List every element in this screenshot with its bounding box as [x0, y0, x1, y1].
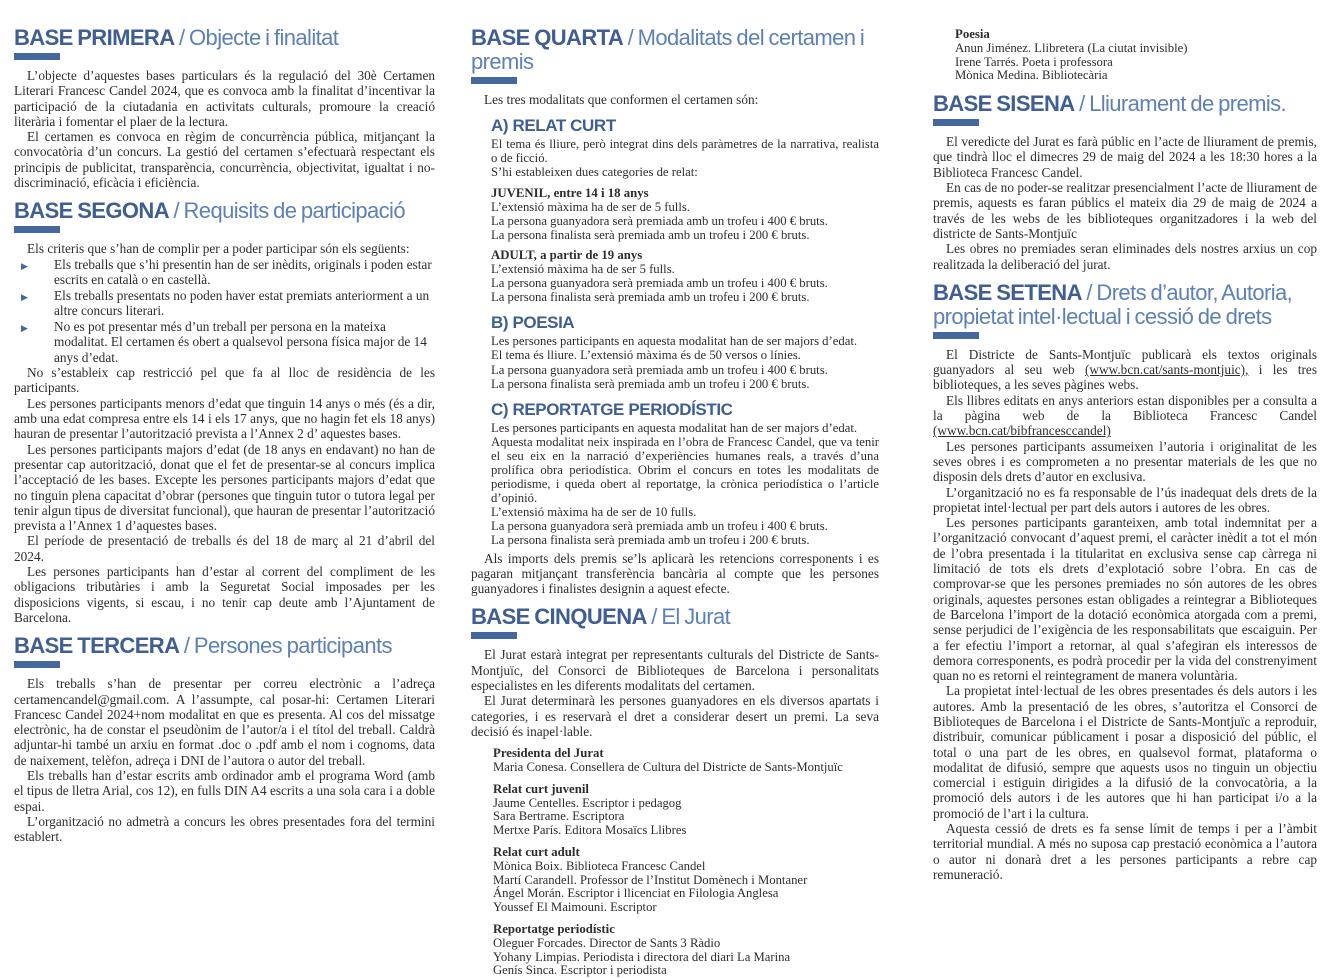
- jury-group: [493, 747, 879, 775]
- section-heading: [14, 26, 435, 60]
- modality-line: Les persones participants en aquesta modalitat han de ser majors d’edat.: [491, 420, 858, 435]
- triangle-bullet-icon: ▶: [21, 322, 28, 333]
- section-base-segona: [14, 199, 435, 625]
- bullet-text: Els treballs presentats no poden haver estat premiats anteriorment a un altre concurs literari.: [54, 287, 430, 319]
- modality-line: L’extensió màxima ha de ser de 5 fulls.: [491, 199, 690, 214]
- jury-group-title: Poesia: [955, 27, 990, 41]
- modality-line: La persona finalista serà premiada amb un trofeu i 200 € bruts.: [491, 533, 810, 548]
- heading-accent-bar: [14, 226, 60, 233]
- section-heading: [471, 605, 879, 639]
- section-heading: [933, 281, 1317, 339]
- modality-line: L’extensió màxima ha de ser 5 fulls.: [491, 262, 675, 277]
- section-title: BASE TERCERA: [14, 633, 180, 659]
- jury-group: [493, 783, 879, 838]
- jury-group-title: Relat curt juvenil: [493, 781, 589, 796]
- jury-member: Genís Sinca. Escriptor i periodista: [493, 963, 667, 978]
- section-base-setena: [933, 281, 1317, 882]
- modality-line: S’hi estableixen dues categories de relat:: [491, 165, 698, 180]
- modality-title: B) POESIA: [491, 313, 575, 333]
- paragraph: No s’estableix cap restricció pel que fa al lloc de residència de les participants.: [14, 365, 435, 396]
- bullet-item: [14, 288, 435, 319]
- paragraph: Els criteris que s’han de complir per a poder participar són els següents:: [27, 241, 410, 257]
- jury-member: Irene Tarrés. Poeta i professora: [955, 54, 1113, 69]
- jury-group-title: Presidenta del Jurat: [493, 746, 604, 761]
- paragraph: L’organització no es fa responsable de l’ús inadequat dels drets de la propietat intel·lectual per part dels autors i autores de les obres.: [933, 484, 1317, 515]
- section-heading: [14, 634, 435, 668]
- jury-member: Mònica Boix. Biblioteca Francesc Candel: [493, 858, 706, 873]
- category-title: JUVENIL, entre 14 i 18 anys: [491, 185, 649, 200]
- modality-line: La persona finalista serà premiada amb un trofeu i 200 € bruts.: [491, 227, 810, 242]
- modality-line: La persona guanyadora serà premiada amb un trofeu i 400 € bruts.: [491, 362, 828, 377]
- section-base-sisena: [933, 92, 1317, 272]
- modality-line: La persona guanyadora serà premiada amb un trofeu i 400 € bruts.: [491, 213, 828, 228]
- section-subtitle: / Objecte i finalitat: [179, 25, 339, 50]
- section-base-cinquena: [471, 605, 879, 978]
- modality-line: La persona finalista serà premiada amb un trofeu i 200 € bruts.: [491, 376, 810, 391]
- section-subtitle: / Requisits de participació: [173, 198, 405, 224]
- modality-relat-curt: [491, 116, 879, 304]
- paragraph: Els treballs han d’estar escrits amb ordinador amb el programa Word (amb el tipus de lletra Arial, cos 12), en fulls DIN A4 escrits a una sola cara i a doble espai.: [14, 768, 435, 814]
- column-2: [471, 26, 879, 978]
- text-segment: i les tres biblioteques, a les seves pàgines webs.: [933, 362, 1317, 393]
- heading-accent-bar: [471, 77, 517, 84]
- section-title: BASE QUARTA: [471, 25, 624, 50]
- paragraph: El període de presentació de treballs és del 18 de març al 21 d’abril del 2024.: [14, 533, 435, 564]
- jury-group: [955, 28, 1317, 83]
- text-segment: Els llibres editats en anys anteriors estan disponibles per a consulta a la pàgina web de la Biblioteca Francesc Candel: [933, 392, 1317, 424]
- jury-member: Youssef El Maimouni. Escriptor: [493, 900, 657, 915]
- column-3: [933, 26, 1317, 978]
- jury-member: Mònica Medina. Bibliotecària: [955, 68, 1108, 83]
- paragraph: L’organització no admetrà a concurs les obres presentades fora del termini establert.: [14, 813, 435, 845]
- paragraph: Les obres no premiades seran eliminades dels nostres arxius un cop realitzada la deliberació del jurat.: [933, 241, 1317, 272]
- modality-line: Les persones participants en aquesta modalitat han de ser majors d’edat.: [491, 334, 858, 349]
- bullet-item: [14, 319, 435, 366]
- section-title: BASE SETENA: [933, 279, 1082, 305]
- heading-accent-bar: [471, 632, 517, 639]
- column-1: [14, 26, 435, 978]
- paragraph: L’objecte d’aquestes bases particulars és la regulació del 30è Certamen Literari Francesc Candel 2024, que es convoca amb la finalitat d’incentivar la participació de la ciutadania en activitats culturals, promoure la creació literària i fomentar el plaer de la lectura.: [14, 68, 435, 129]
- modality-line: L’extensió màxima ha de ser de 10 fulls.: [491, 505, 697, 520]
- bullet-text: No es pot presentar més d’un treball per persona en la mateixa modalitat. El certamen és obert a qualsevol persona física major de 14 anys d’edat.: [54, 318, 427, 365]
- jury-member: Yohany Limpias. Periodista i directora del diari La Marina: [493, 949, 791, 964]
- section-subtitle: / El Jurat: [651, 604, 731, 630]
- jury-group-title: Relat curt adult: [493, 845, 580, 859]
- section-heading: [471, 26, 879, 84]
- paragraph: Als imports dels premis se’ls aplicarà les retencions corresponents i es pagaran mitjançant transferència bancària al compte que les persones guanyadores i finalistes designin a aquest efecte.: [471, 550, 879, 597]
- section-base-tercera: [14, 634, 435, 844]
- section-title: BASE CINQUENA: [471, 604, 647, 630]
- heading-accent-bar: [14, 53, 60, 60]
- triangle-bullet-icon: ▶: [21, 260, 28, 271]
- section-heading: [14, 199, 435, 233]
- heading-accent-bar: [14, 661, 60, 668]
- paragraph: La propietat intel·lectual de les obres presentades és dels autors i les autores. Amb la presentació de les obres, s’autoritza el Consorci de Biblioteques de Barcelona i el Districte de Sants-Montjuïc a reproduir, distribuir, comunicar públicament i posar a disposició del públic, el total o una part de les obres, en qualsevol format, plataforma o modalitat de difusió, sempre que aquests usos no tinguin un objectiu comercial i estiguin dirigides a la difusió de la convocatòria, a la promoció dels autors i de les autores que hi han participat i/o a la promoció de l’art i la cultura.: [933, 683, 1317, 821]
- section-title: BASE PRIMERA: [14, 25, 175, 50]
- jury-member: Mertxe París. Editora Mosaïcs Llibres: [493, 823, 687, 838]
- paragraph: Els treballs s’han de presentar per correu electrònic a l’adreça certamencandel@gmail.com. A l’assumpte, cal posar-hi: Certamen Literari Francesc Candel 2024+nom modalitat en que es presenta. Al cos del missatge electrònic, ha de constar el pseudònim de l’autor/a i el títol del treball. Caldrà adjuntar-hi també un arxiu en format .doc o .pdf amb el nom i cognoms, data de naixement, telèfon, adreça i DNI de l’autora o autor del treball.: [14, 676, 435, 768]
- section-subtitle: / Modalitats del certamen i premis: [471, 25, 865, 74]
- paragraph: En cas de no poder-se realitzar presencialment l’acte de lliurament de premis, aquests es faran públics el mateix dia 29 de maig de 2024 a través de les webs de les biblioteques organitzadores i la web del districte de Sants-Montjuïc: [933, 180, 1317, 241]
- section-subtitle: / Lliurament de premis.: [1079, 91, 1287, 117]
- jury-member: Martí Carandell. Professor de l’Institut Domènech i Montaner: [493, 872, 808, 887]
- bullet-text: Els treballs que s’hi presentin han de ser inèdits, originals i poden estar escrits en català o en castellà.: [54, 256, 432, 288]
- text-segment: El Districte de Sants-Montjuïc publicarà els textos originals guanyadors al seu web: [933, 346, 1317, 378]
- modality-title: A) RELAT CURT: [491, 116, 616, 136]
- section-subtitle: / Persones participants: [183, 633, 392, 659]
- jury-member: Sara Bertrame. Escriptora: [493, 809, 625, 824]
- section-title: BASE SISENA: [933, 91, 1075, 117]
- modality-line: El tema és lliure, però integrat dins dels paràmetres de la narrativa, realista o de ficció.: [491, 137, 879, 166]
- category-title: ADULT, a partir de 19 anys: [491, 247, 643, 262]
- jury-list-continued: [955, 28, 1317, 83]
- modality-line: El tema és lliure. L’extensió màxima és de 50 versos o línies.: [491, 348, 801, 363]
- paragraph: [933, 393, 1317, 439]
- paragraph: El certamen es convoca en règim de concurrència pública, mitjançant la convocatòria d’un concurs. La gestió del certamen s’efectuarà respectant els principis de publicitat, transparència, concurrència, objectivitat, igualtat i no-discriminació, eficàcia i eficiència.: [14, 129, 435, 191]
- modality-poesia: [491, 313, 879, 390]
- jury-list: [493, 747, 879, 978]
- paragraph: Les persones participants garanteixen, amb total indemnitat per a l’organització convocant d’aquest premi, el caràcter inèdit a tot el món de l’obra presentada i la titularitat en exclusiva sense cap càrrega ni limitació de tots els drets d’explotació sobre l’obra. En cas de comprovar-se que les persones premiades no són autores de les obres originals, aquestes persones estan obligades a reintegrar a Biblioteques de Barcelona l’import de la dotació econòmica atorgada com a premi, sense perjudici de l’exigència de les responsabilitats que escaiguin. Per a fer efectiu l’import a retornar, al qual s’afegiran els interessos de demora corresponents, es podrà procedir per la vida del constrenyiment quan no es retorni el reintegrament de manera voluntària.: [933, 515, 1317, 684]
- modality-line: La persona finalista serà premiada amb un trofeu i 200 € bruts.: [491, 290, 810, 305]
- triangle-bullet-icon: ▶: [21, 291, 28, 302]
- bullet-item: [14, 257, 435, 288]
- section-subtitle: / Drets d’autor, Autoria, propietat intel·lectual i cessió de drets: [933, 279, 1293, 329]
- jury-member: Ángel Morán. Escriptor i llicenciat en Filologia Anglesa: [493, 886, 779, 901]
- section-heading: [933, 92, 1317, 126]
- section-base-quarta: [471, 26, 879, 596]
- modalities-intro: Les tres modalitats que conformen el certamen són:: [484, 92, 759, 107]
- jury-member: Jaume Centelles. Escriptor i pedagog: [493, 795, 682, 810]
- modality-reportatge: [491, 400, 879, 548]
- paragraph: El Jurat estarà integrat per representants culturals del Districte de Sants-Montjuïc, del Consorci de Biblioteques de Barcelona i personalitats especialistes en les diferents modalitats del certamen.: [471, 647, 879, 694]
- modality-line: La persona guanyadora serà premiada amb un trofeu i 400 € bruts.: [491, 276, 828, 291]
- jury-member: Anun Jiménez. Llibretera (La ciutat invisible): [955, 40, 1188, 55]
- modality-title: C) REPORTATGE PERIODÍSTIC: [491, 399, 733, 419]
- paragraph: Les persones participants majors d’edat (de 18 anys en endavant) no han de presentar cap autorització, donat que el fet de presentar-se al concurs implica l’acceptació de les bases. Excepte les persones participants majors d’edat que no tinguin plena capacitat d’obrar (persones que tinguin tutor o tutora legal per tenir algun tipus de diversitat funcional), que hauran de presentar l’autorització prevista a l’Annex 1 d’aquestes bases.: [14, 441, 435, 534]
- jury-member: Maria Conesa. Consellera de Cultura del Districte de Sants-Montjuïc: [493, 760, 843, 775]
- paragraph: Les persones participants assumeixen l’autoria i originalitat de les seves obres i es comprometen a no presentar materials de les que no disposin dels drets d’autor en exclusiva.: [933, 438, 1317, 485]
- heading-accent-bar: [933, 119, 979, 126]
- link-sants-montjuic-url[interactable]: (www.bcn.cat/sants-montjuic),: [1084, 362, 1249, 378]
- jury-member: Oleguer Forcades. Director de Sants 3 Ràdio: [493, 935, 721, 950]
- paragraph: El veredicte del Jurat es farà públic en l’acte de lliurament de premis, que tindrà lloc el dimecres 29 de maig del 2024 a les 18:30 hores a la Biblioteca Francesc Candel.: [933, 134, 1317, 180]
- link-bibfrancesccandel-url[interactable]: (www.bcn.cat/bibfrancesccandel): [933, 423, 1111, 439]
- paragraph: El Jurat determinarà les persones guanyadores en els diversos apartats i categories, i es reservarà el dret a considerar desert un premi. La seva decisió és inapel·lable.: [471, 693, 879, 739]
- paragraph: Les persones participants han d’estar al corrent del compliment de les obligacions tributàries i amb la Seguretat Social imposades per les disposicions vigents, si escau, i no tenir cap deute amb l’Ajuntament de Barcelona.: [14, 564, 435, 625]
- jury-group-title: Reportatge periodístic: [493, 921, 615, 936]
- heading-accent-bar: [933, 332, 979, 339]
- jury-group: [493, 846, 879, 915]
- section-title: BASE SEGONA: [14, 198, 169, 224]
- modality-line: Aquesta modalitat neix inspirada en l’obra de Francesc Candel, que va tenir el seu eix en la narració d’experiències humanes reals, a través d’una prolífica obra periodística. Obrim el concurs en totes les modalitats de periodisme, i queda obert al reportatge, la crònica periodística o l’article d’opinió.: [491, 434, 879, 506]
- paragraph: Les persones participants menors d’edat que tinguin 14 anys o més (és a dir, amb una edat compresa entre els 14 i els 17 anys, que no hagin fet els 18 anys) hauran de presentar l’autorització prevista a l’Annex 2 d’ aquestes bases.: [14, 395, 435, 442]
- paragraph: Aquesta cessió de drets es fa sense límit de temps i per a l’àmbit territorial mundial. A més no suposa cap prestació econòmica a l’autora o autor ni donarà dret a les persones participants a rebre cap remuneració.: [933, 821, 1317, 882]
- paragraph: [933, 347, 1317, 393]
- jury-group: [493, 923, 879, 978]
- section-base-primera: [14, 26, 435, 190]
- modality-line: La persona guanyadora serà premiada amb un trofeu i 400 € bruts.: [491, 519, 828, 534]
